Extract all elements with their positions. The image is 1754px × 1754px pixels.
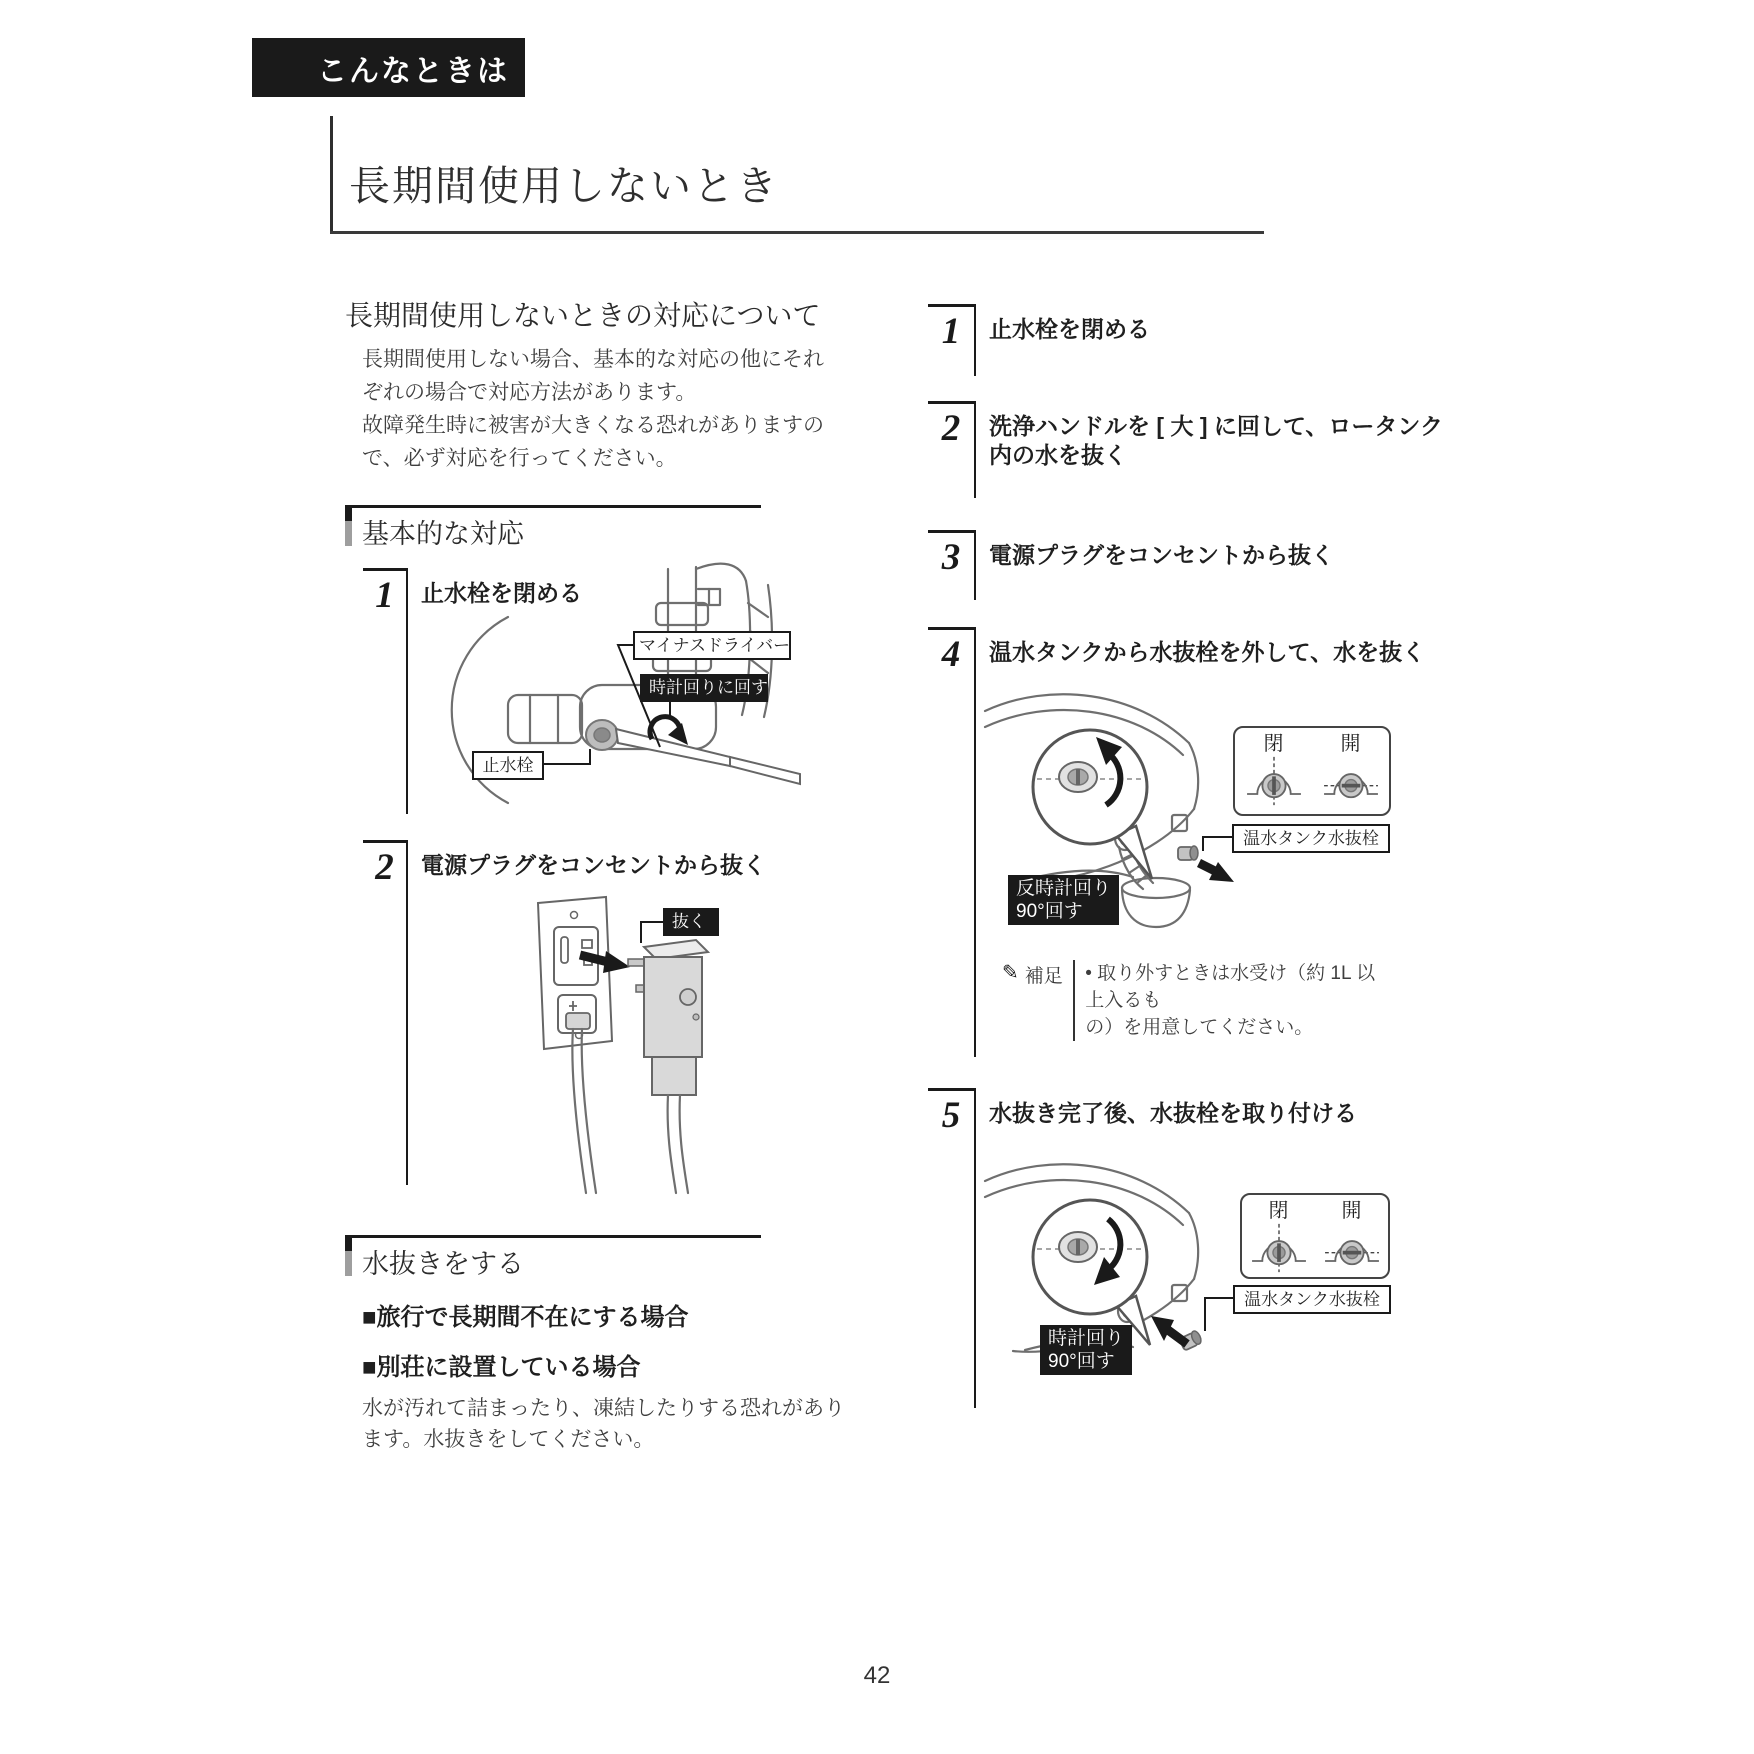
procedure-step-3: [928, 530, 1334, 600]
magnifier-circle: [1033, 730, 1152, 879]
step-number: 3: [928, 530, 976, 600]
plug-leader-line: [1203, 837, 1232, 851]
section-bar-icon: [345, 508, 352, 546]
plug-leader-line: [1205, 1298, 1233, 1331]
turn-clockwise-callout: 時計回りに回す: [640, 674, 768, 702]
driver-callout: マイナスドライバー: [633, 631, 791, 660]
intro-heading: 長期間使用しないときの対応について: [345, 300, 821, 331]
pencil-icon: ✎: [1002, 962, 1019, 984]
step-title: 電源プラグをコンセントから抜く: [989, 542, 1334, 568]
note-divider: [1073, 960, 1075, 1041]
open-dial: 開: [1320, 733, 1382, 807]
procedure-step-1: [928, 304, 1150, 376]
drain-plug-part: [1178, 846, 1198, 860]
section-bar-icon: [345, 1238, 352, 1276]
insert-arrow-icon: [1151, 1316, 1187, 1344]
section-banner-label: こんなときは: [317, 54, 509, 88]
flathead-screwdriver: [616, 729, 800, 784]
valve-position-inset: [1233, 726, 1391, 816]
stop-valve-callout: 止水栓: [472, 751, 544, 780]
magnifier-circle: [1033, 1200, 1150, 1345]
page-title: 長期間使用しないとき: [349, 163, 779, 209]
step-title: 温水タンクから水抜栓を外して、水を抜く: [989, 639, 1426, 665]
catch-bowl: [1122, 878, 1190, 927]
step-title: 洗浄ハンドルを [ 大 ] に回して、ロータンク 内の水を抜く: [989, 413, 1443, 468]
dial-open-icon: [1321, 1222, 1383, 1274]
step-title: 水抜き完了後、水抜栓を取り付ける: [989, 1100, 1357, 1126]
note-label: 補足: [1024, 966, 1063, 987]
title-vertical-rule: [330, 116, 333, 233]
step-number: 2: [928, 401, 976, 498]
supplement-note: [1002, 960, 1382, 1041]
case-travel: ■旅行で長期間不在にする場合: [362, 1304, 689, 1331]
drain-section-title: 水抜きをする: [362, 1249, 524, 1279]
step-number: 4: [928, 627, 976, 1057]
power-plug: [628, 940, 708, 1193]
step-number: 2: [363, 840, 408, 1185]
water-pipe: [653, 567, 720, 683]
basic-section-header: [345, 505, 761, 551]
step-title: 止水栓を閉める: [989, 316, 1150, 342]
drain-paragraph: 水が汚れて詰まったり、凍結したりする恐れがあり ます。水抜きをしてください。: [362, 1397, 845, 1451]
note-text: • 取り外すときは水受け（約 1L 以上入るも の）を用意してください。: [1085, 963, 1376, 1038]
step-title: 電源プラグをコンセントから抜く: [421, 852, 766, 878]
dial-closed-icon: [1243, 755, 1305, 807]
basic-section-title: 基本的な対応: [362, 519, 524, 549]
closed-dial: 閉: [1248, 1200, 1310, 1274]
turn-cw-callout: 時計回り 90°回す: [1040, 1325, 1132, 1375]
intro-paragraph: 長期間使用しない場合、基本的な対応の他にそれ ぞれの場合で対応方法があります。 故障発生時に被害が大きくなる恐れがありますの で、必ず対応を行ってください。: [362, 348, 824, 470]
section-banner: [252, 38, 525, 97]
valve-leader-line: [544, 749, 590, 764]
pull-out-callout: 抜く: [663, 908, 719, 936]
case-villa: ■別荘に設置している場合: [362, 1354, 641, 1381]
step-number: 5: [928, 1088, 976, 1408]
pull-leader-line: [641, 922, 663, 943]
step-number: 1: [928, 304, 976, 376]
remove-arrow-icon: [1199, 862, 1234, 882]
dial-closed-icon: [1248, 1222, 1310, 1274]
dial-open-icon: [1320, 755, 1382, 807]
step-title: 止水栓を閉める: [421, 580, 582, 606]
step-number: 1: [363, 568, 408, 814]
open-dial: 開: [1321, 1200, 1383, 1274]
tank-plug-callout: 温水タンク水抜栓: [1233, 1285, 1391, 1314]
drain-section-header: [345, 1235, 761, 1281]
turn-ccw-callout: 反時計回り 90°回す: [1008, 875, 1119, 925]
page-number: 42: [863, 1662, 891, 1689]
valve-position-inset: [1240, 1193, 1390, 1279]
procedure-step-2: [928, 401, 1443, 498]
title-horizontal-rule: [330, 231, 1264, 234]
power-plug-illustration: [460, 895, 790, 1195]
tank-plug-callout: 温水タンク水抜栓: [1232, 824, 1390, 853]
closed-dial: 閉: [1243, 733, 1305, 807]
wall-outlet: [538, 897, 612, 1193]
